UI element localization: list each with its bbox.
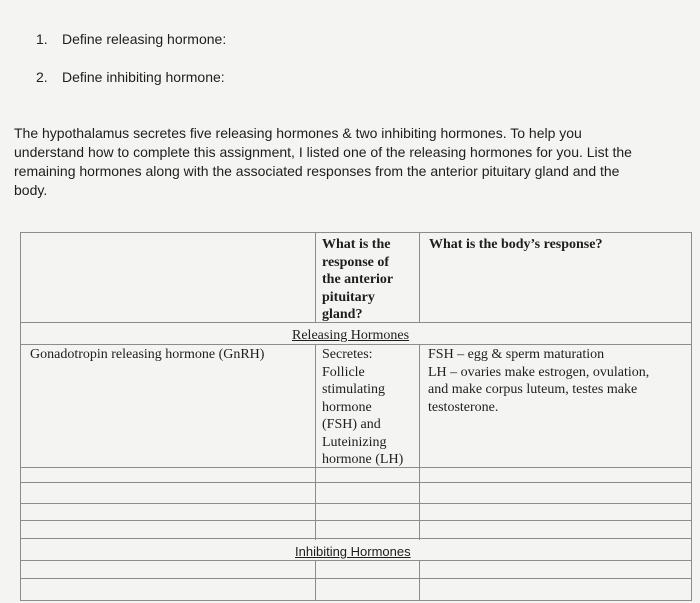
cell-line: hormone [322,399,372,415]
cell-line: LH – ovaries make estrogen, ovulation, [428,364,650,380]
intro-paragraph [14,124,664,200]
table-rule [691,232,692,600]
question-1-text: Define releasing hormone: [62,31,227,47]
cell-line: Secretes: [322,347,373,362]
inhibiting-hormones-label: Inhibiting Hormones [295,544,411,559]
releasing-hormones-label: Releasing Hormones [292,328,410,343]
table-rule [20,232,21,600]
cell-line: and make corpus luteum, testes make [428,382,638,397]
table-rule [20,578,692,579]
question-1 [36,31,226,47]
intro-line: The hypothalamus secretes five releasing hormones & two inhibiting hormones. To help you [14,125,582,141]
hormone-name-cell: Gonadotropin releasing hormone (GnRH) [30,347,265,362]
table-rule [20,503,692,504]
intro-line: body. [14,182,48,198]
cell-line: hormone (LH) [322,452,404,467]
header-line: the anterior [322,272,394,287]
question-1-number: 1. [36,31,48,47]
intro-line: remaining hormones along with the associated responses from the anterior pituitary gland and the [14,163,620,179]
table-rule [315,344,316,540]
table-rule [419,232,420,322]
table-rule [20,560,692,561]
cell-line: (FSH) and [322,417,381,432]
body-response-header: What is the body’s response? [429,237,603,252]
table-rule [419,560,420,600]
hormone-table [20,232,692,602]
header-line: gland? [322,307,363,322]
table-rule [315,560,316,600]
question-2 [36,69,225,85]
cell-line: testosterone. [428,399,499,415]
table-rule [315,232,316,322]
table-rule [419,344,420,540]
cell-line: stimulating [322,382,385,397]
cell-line: Follicle [322,364,365,380]
header-line: pituitary [322,289,375,305]
question-2-text: Define inhibiting hormone: [62,69,225,85]
table-rule [20,538,692,539]
pituitary-response-header [322,236,393,324]
question-2-number: 2. [36,69,48,85]
table-rule [20,520,692,521]
header-line: response of [322,254,390,270]
cell-line: FSH – egg & sperm maturation [428,347,605,362]
body-response-cell [428,346,649,416]
cell-line: Luteinizing [322,434,387,450]
intro-line: understand how to complete this assignment, I listed one of the releasing hormones for you. List the [14,144,632,160]
pituitary-response-cell [322,346,403,469]
table-rule [20,482,692,483]
table-rule [20,600,692,601]
table-rule [20,232,692,233]
header-line: What is the [322,237,391,252]
